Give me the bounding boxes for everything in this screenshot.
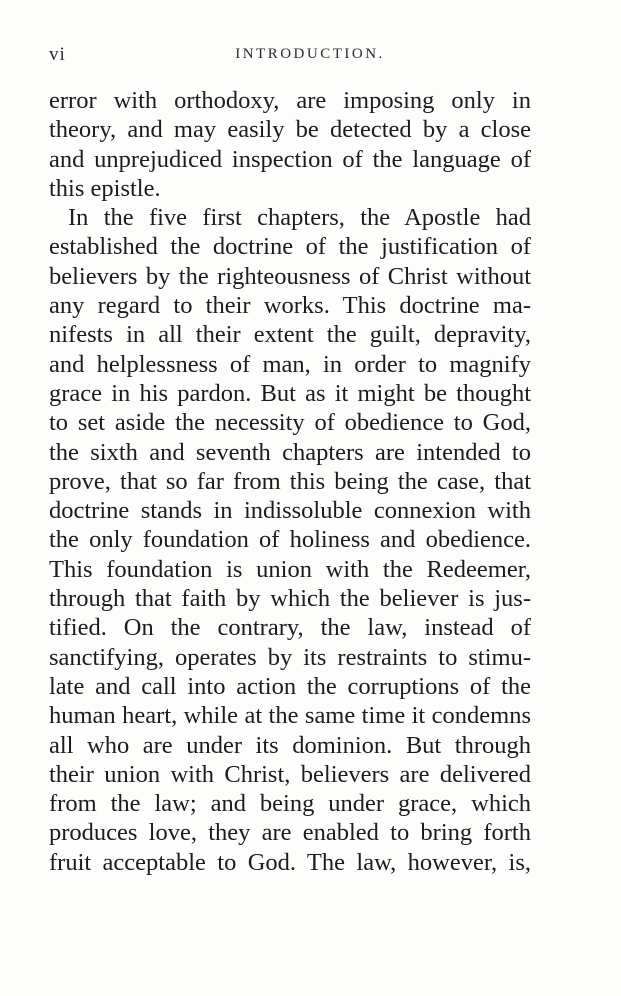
text-line: believers by the righteousness of Christ without — [49, 262, 531, 290]
text-line: In the five first chapters, the Apostle had — [68, 204, 531, 232]
text-line: human heart, while at the same time it condemns — [49, 702, 531, 730]
page-header — [49, 44, 531, 68]
text-line: fruit acceptable to God. The law, however, is, — [49, 848, 531, 876]
text-line: and unprejudiced inspection of the language of — [49, 145, 531, 173]
text-line: through that faith by which the believer is jus- — [49, 585, 531, 613]
text-line: all who are under its dominion. But through — [49, 731, 531, 759]
text-line: their union with Christ, believers are delivered — [49, 760, 531, 788]
text-line: the only foundation of holiness and obedience. — [49, 526, 531, 554]
text-line: any regard to their works. This doctrine ma- — [49, 292, 531, 320]
text-line: sanctifying, operates by its restraints to stimu- — [49, 643, 531, 671]
text-line: to set aside the necessity of obedience to God, — [49, 409, 531, 437]
text-line: error with orthodoxy, are imposing only in — [49, 87, 531, 114]
text-line: established the doctrine of the justification of — [49, 233, 531, 261]
text-line: from the law; and being under grace, which — [49, 790, 531, 818]
text-line: late and call into action the corruptions of the — [49, 672, 531, 700]
text-line: tified. On the contrary, the law, instead of — [49, 614, 531, 642]
text-line: prove, that so far from this being the case, that — [49, 467, 531, 495]
text-line: nifests in all their extent the guilt, depravity, — [49, 321, 531, 349]
page-number: vi — [49, 44, 66, 65]
text-line: produces love, they are enabled to bring forth — [49, 819, 531, 847]
text-line: and helplessness of man, in order to magnify — [49, 350, 531, 378]
text-line: this epistle. — [49, 174, 161, 202]
running-head: INTRODUCTION. — [235, 46, 385, 62]
text-line: This foundation is union with the Redeemer, — [49, 555, 531, 583]
text-line: theory, and may easily be detected by a close — [49, 116, 531, 144]
text-line: grace in his pardon. But as it might be thought — [49, 379, 531, 407]
paragraph — [49, 86, 531, 203]
text-line: the sixth and seventh chapters are intended to — [49, 438, 531, 466]
text-line: doctrine stands in indissoluble connexion with — [49, 497, 531, 525]
body-text — [49, 86, 531, 877]
paragraph — [49, 203, 531, 877]
